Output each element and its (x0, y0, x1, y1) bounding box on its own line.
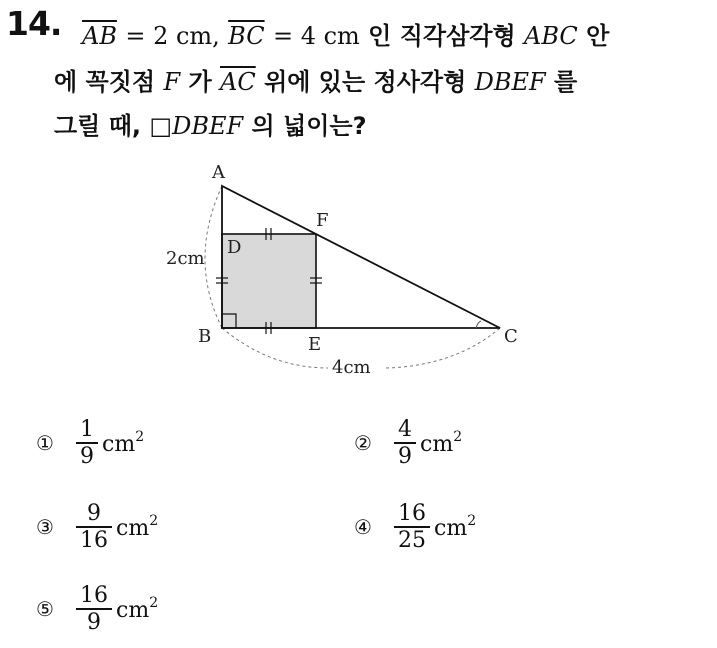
question-line-3 (54, 106, 367, 141)
denominator: 25 (398, 527, 426, 553)
denominator: 9 (398, 443, 412, 469)
dashed-arc-ab (205, 186, 222, 328)
choice-number: ② (354, 430, 372, 455)
unit-text: cm (116, 515, 150, 541)
point-f: F (163, 68, 181, 96)
line2-text-2: 가 (188, 68, 212, 96)
segment-ab: $\overline{AB}$ (82, 22, 117, 50)
fraction (78, 418, 96, 468)
unit-text: cm (434, 515, 468, 541)
ab-length: = 2 cm, (125, 22, 220, 50)
line2-text-4: 를 (554, 68, 578, 96)
fraction (396, 502, 428, 552)
unit (434, 513, 476, 541)
numerator: 16 (398, 501, 426, 526)
unit-text: cm (116, 597, 150, 623)
choice-2[interactable] (354, 418, 462, 468)
numerator: 4 (398, 417, 412, 442)
numerator: 1 (80, 417, 94, 442)
label-a: A (212, 162, 225, 183)
question-line-1 (82, 16, 609, 51)
label-f: F (316, 210, 329, 231)
label-2cm: 2cm (166, 248, 205, 269)
line1-text-2: 안 (586, 22, 610, 50)
unit-text: cm (102, 431, 136, 457)
choice-1[interactable] (36, 418, 144, 468)
question-line-2 (54, 62, 577, 97)
angle-mark-c (476, 321, 481, 328)
choice-number: ④ (354, 514, 372, 539)
question-number: 14. (6, 4, 62, 43)
fraction (78, 584, 110, 634)
choice-number: ① (36, 430, 54, 455)
line3-text-1: 그릴 때, (54, 112, 142, 140)
choice-number: ③ (36, 514, 54, 539)
denominator: 9 (80, 443, 94, 469)
label-e: E (308, 334, 322, 355)
unit (102, 429, 144, 457)
denominator: 16 (80, 527, 108, 553)
square-name-2: DBEF (172, 112, 244, 140)
choice-3[interactable] (36, 502, 158, 552)
segment-ac: $\overline{AC}$ (220, 68, 256, 96)
unit-exponent: 2 (149, 512, 159, 529)
unit-text: cm (420, 431, 454, 457)
unit (116, 513, 158, 541)
choice-4[interactable] (354, 502, 476, 552)
segment-bc: $\overline{BC}$ (228, 22, 265, 50)
line1-text-1: 인 직각삼각형 (368, 22, 516, 50)
square-symbol: □ (149, 112, 173, 140)
label-4cm: 4cm (332, 357, 371, 378)
unit-exponent: 2 (135, 428, 145, 445)
line2-text-3: 위에 있는 정사각형 (264, 68, 467, 96)
line2-text-1: 에 꼭짓점 (54, 68, 156, 96)
unit (420, 429, 462, 457)
unit-exponent: 2 (149, 594, 159, 611)
triangle-figure (150, 150, 550, 390)
fraction (78, 502, 110, 552)
line3-text-2: 의 넓이는? (251, 112, 367, 140)
triangle-name: ABC (524, 22, 578, 50)
bc-length: = 4 cm (272, 22, 360, 50)
choice-5[interactable] (36, 584, 158, 634)
numerator: 9 (87, 501, 101, 526)
label-c: C (504, 326, 518, 347)
numerator: 16 (80, 583, 108, 608)
square-name: DBEF (474, 68, 546, 96)
fraction (396, 418, 414, 468)
label-b: B (198, 326, 212, 347)
unit (116, 595, 158, 623)
dashed-arc-bc-right (386, 328, 500, 368)
unit-exponent: 2 (467, 512, 477, 529)
unit-exponent: 2 (453, 428, 463, 445)
denominator: 9 (87, 609, 101, 635)
label-d: D (227, 237, 242, 258)
choice-number: ⑤ (36, 596, 54, 621)
